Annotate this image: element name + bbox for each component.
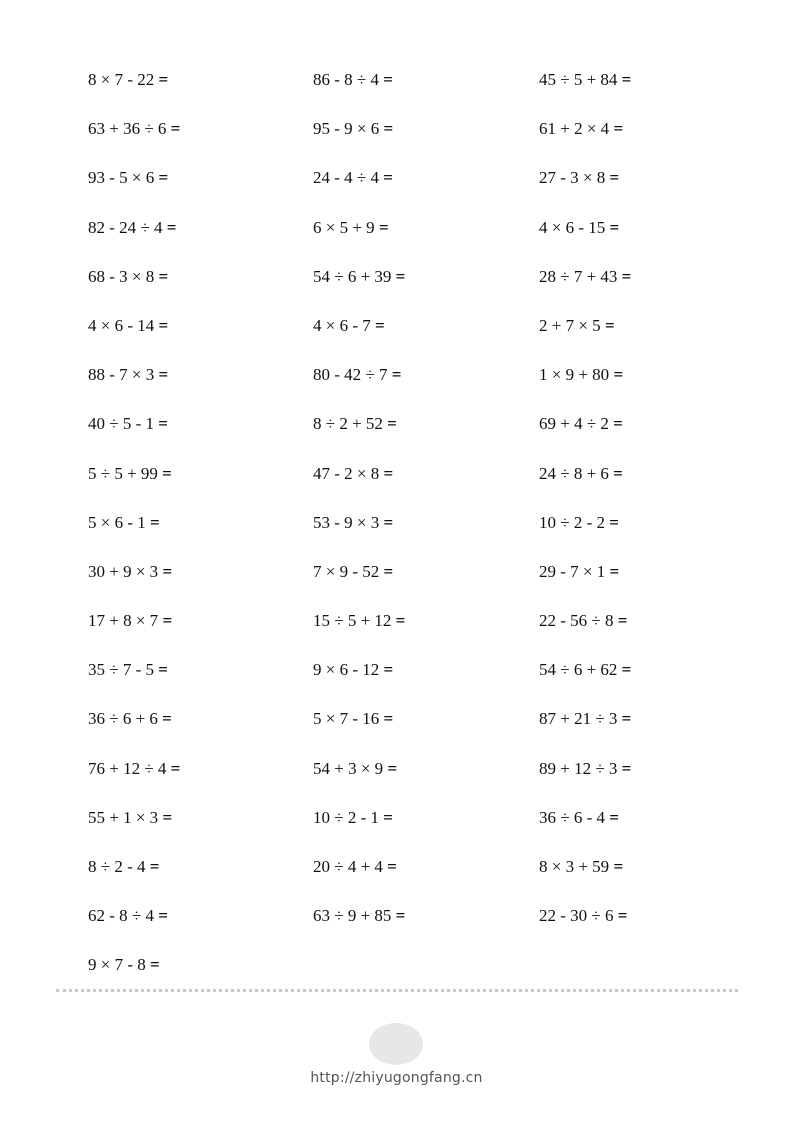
math-problem [539,853,738,902]
problem-expression: 9 × 7 - 8 [88,955,146,975]
dotted-divider [56,989,738,992]
math-problem [313,263,539,312]
problem-expression: 24 - 4 ÷ 4 [313,168,379,188]
math-problem [313,361,539,410]
equals-sign: = [170,119,181,139]
math-problem [88,460,313,509]
equals-sign: = [617,906,628,926]
equals-sign: = [158,70,169,89]
equals-sign: = [617,611,628,631]
problem-expression: 86 - 8 ÷ 4 [313,70,379,89]
page-number-badge [369,1023,423,1065]
problem-expression: 35 ÷ 7 - 5 [88,660,154,680]
math-problem [539,263,738,312]
math-problem [88,656,313,705]
equals-sign: = [158,168,169,188]
problem-expression: 36 ÷ 6 + 6 [88,709,158,729]
math-problem [88,164,313,213]
problem-expression: 22 - 56 ÷ 8 [539,611,614,631]
equals-sign: = [387,414,397,434]
math-problem [539,66,738,115]
problem-expression: 61 + 2 × 4 [539,119,610,139]
problem-expression: 5 × 6 - 1 [88,512,146,532]
problem-expression: 54 ÷ 6 + 62 [539,660,618,680]
equals-sign: = [609,807,619,827]
math-problem [88,755,313,804]
equals-sign: = [378,217,389,237]
math-problem [313,460,539,509]
math-problem [539,509,738,558]
math-problem [539,558,738,607]
equals-sign: = [395,611,406,631]
math-problem [539,410,738,459]
equals-sign: = [609,512,619,532]
equals-sign: = [170,758,181,778]
math-problem [88,66,313,115]
math-problem [313,656,539,705]
equals-sign: = [387,758,398,778]
problem-expression: 10 ÷ 2 - 1 [313,807,379,827]
equals-sign: = [162,561,173,581]
problem-expression: 55 + 1 × 3 [88,807,159,827]
equals-sign: = [621,660,632,680]
equals-sign: = [383,512,394,532]
problem-expression: 63 ÷ 9 + 85 [313,906,392,926]
problem-expression: 88 - 7 × 3 [88,365,155,385]
math-problem [313,214,539,263]
math-problem [313,164,539,213]
math-problem [539,460,738,509]
equals-sign: = [158,315,169,335]
equals-sign: = [383,168,393,188]
problem-expression: 30 + 9 × 3 [88,561,159,581]
math-problem [88,312,313,361]
problem-expression: 68 - 3 × 8 [88,266,155,286]
equals-sign: = [383,660,394,680]
problem-expression: 40 ÷ 5 - 1 [88,414,154,434]
problem-expression: 27 - 3 × 8 [539,168,606,188]
problem-expression: 8 ÷ 2 + 52 [313,414,383,434]
equals-sign: = [158,906,168,926]
equals-sign: = [395,266,406,286]
math-problem [539,705,738,754]
math-problem [313,607,539,656]
math-problem [88,214,313,263]
problem-expression: 7 × 9 - 52 [313,561,380,581]
equals-sign: = [387,857,397,876]
problem-expression: 82 - 24 ÷ 4 [88,217,163,237]
equals-sign: = [383,463,394,483]
problem-expression: 53 - 9 × 3 [313,512,380,532]
math-problem [88,607,313,656]
problem-expression: 62 - 8 ÷ 4 [88,906,154,926]
equals-sign: = [383,70,393,89]
problem-expression: 87 + 21 ÷ 3 [539,709,618,729]
problem-grid [88,66,738,1001]
equals-sign: = [150,512,160,532]
equals-sign: = [158,660,168,680]
problem-expression: 9 × 6 - 12 [313,660,380,680]
problem-expression: 76 + 12 ÷ 4 [88,758,167,778]
math-problem [539,804,738,853]
equals-sign: = [158,266,169,286]
math-problem [313,558,539,607]
math-problem [313,509,539,558]
problem-expression: 24 ÷ 8 + 6 [539,463,609,483]
equals-sign: = [150,955,160,975]
equals-sign: = [162,709,172,729]
math-problem [539,656,738,705]
equals-sign: = [162,807,173,827]
problem-expression: 1 × 9 + 80 [539,365,610,385]
problem-expression: 47 - 2 × 8 [313,463,380,483]
equals-sign: = [609,168,620,188]
problem-expression: 54 + 3 × 9 [313,758,384,778]
problem-expression: 5 × 7 - 16 [313,709,380,729]
math-problem [88,509,313,558]
math-problem [88,902,313,951]
problem-expression: 20 ÷ 4 + 4 [313,857,383,876]
problem-expression: 4 × 6 - 14 [88,315,155,335]
problem-expression: 93 - 5 × 6 [88,168,155,188]
equals-sign: = [158,365,169,385]
equals-sign: = [383,119,394,139]
math-problem [313,66,539,115]
problem-expression: 22 - 30 ÷ 6 [539,906,614,926]
site-url[interactable]: http://zhiyugongfang.cn [310,1070,483,1086]
math-problem [313,902,539,951]
problem-expression: 4 × 6 - 7 [313,315,371,335]
equals-sign: = [613,414,623,434]
math-problem [539,361,738,410]
problem-expression: 15 ÷ 5 + 12 [313,611,392,631]
equals-sign: = [162,463,172,483]
math-problem [88,115,313,164]
math-problem [88,804,313,853]
math-problem [313,115,539,164]
problem-expression: 5 ÷ 5 + 99 [88,463,158,483]
problem-expression: 69 + 4 ÷ 2 [539,414,609,434]
problem-expression: 10 ÷ 2 - 2 [539,512,605,532]
equals-sign: = [613,365,624,385]
math-problem [313,853,539,902]
problem-expression: 54 ÷ 6 + 39 [313,266,392,286]
problem-expression: 2 + 7 × 5 [539,315,601,335]
problem-expression: 89 + 12 ÷ 3 [539,758,618,778]
problem-expression: 8 × 7 - 22 [88,70,155,89]
equals-sign: = [613,463,623,483]
problem-expression: 45 ÷ 5 + 84 [539,70,618,89]
equals-sign: = [162,611,173,631]
equals-sign: = [166,217,177,237]
math-problem [88,951,313,1000]
problem-expression: 4 × 6 - 15 [539,217,606,237]
equals-sign: = [391,365,402,385]
math-problem [539,607,738,656]
equals-sign: = [383,709,394,729]
math-problem [313,705,539,754]
problem-expression: 8 × 3 + 59 [539,857,610,876]
equals-sign: = [375,315,385,335]
equals-sign: = [609,217,620,237]
equals-sign: = [149,857,160,876]
equals-sign: = [158,414,168,434]
equals-sign: = [613,857,624,876]
problem-expression: 8 ÷ 2 - 4 [88,857,146,876]
problem-expression: 28 ÷ 7 + 43 [539,266,618,286]
math-problem [539,214,738,263]
math-problem [88,705,313,754]
equals-sign: = [604,315,615,335]
equals-sign: = [621,709,632,729]
problem-expression: 29 - 7 × 1 [539,561,606,581]
math-problem [313,410,539,459]
equals-sign: = [621,758,632,778]
math-problem [539,902,738,951]
math-problem [539,312,738,361]
problem-expression: 6 × 5 + 9 [313,217,375,237]
equals-sign: = [383,561,394,581]
equals-sign: = [383,807,393,827]
math-problem [539,755,738,804]
math-problem [88,410,313,459]
problem-expression: 17 + 8 × 7 [88,611,159,631]
math-problem [88,263,313,312]
math-problem [313,755,539,804]
math-problem [88,361,313,410]
equals-sign: = [621,266,632,286]
problem-expression: 80 - 42 ÷ 7 [313,365,388,385]
equals-sign: = [621,70,632,89]
equals-sign: = [395,906,406,926]
problem-expression: 95 - 9 × 6 [313,119,380,139]
math-problem [313,312,539,361]
math-problem [539,115,738,164]
problem-expression: 36 ÷ 6 - 4 [539,807,605,827]
math-problem [539,164,738,213]
equals-sign: = [609,561,620,581]
math-problem [88,853,313,902]
problem-expression: 63 + 36 ÷ 6 [88,119,167,139]
equals-sign: = [613,119,624,139]
math-problem [88,558,313,607]
math-problem [313,804,539,853]
